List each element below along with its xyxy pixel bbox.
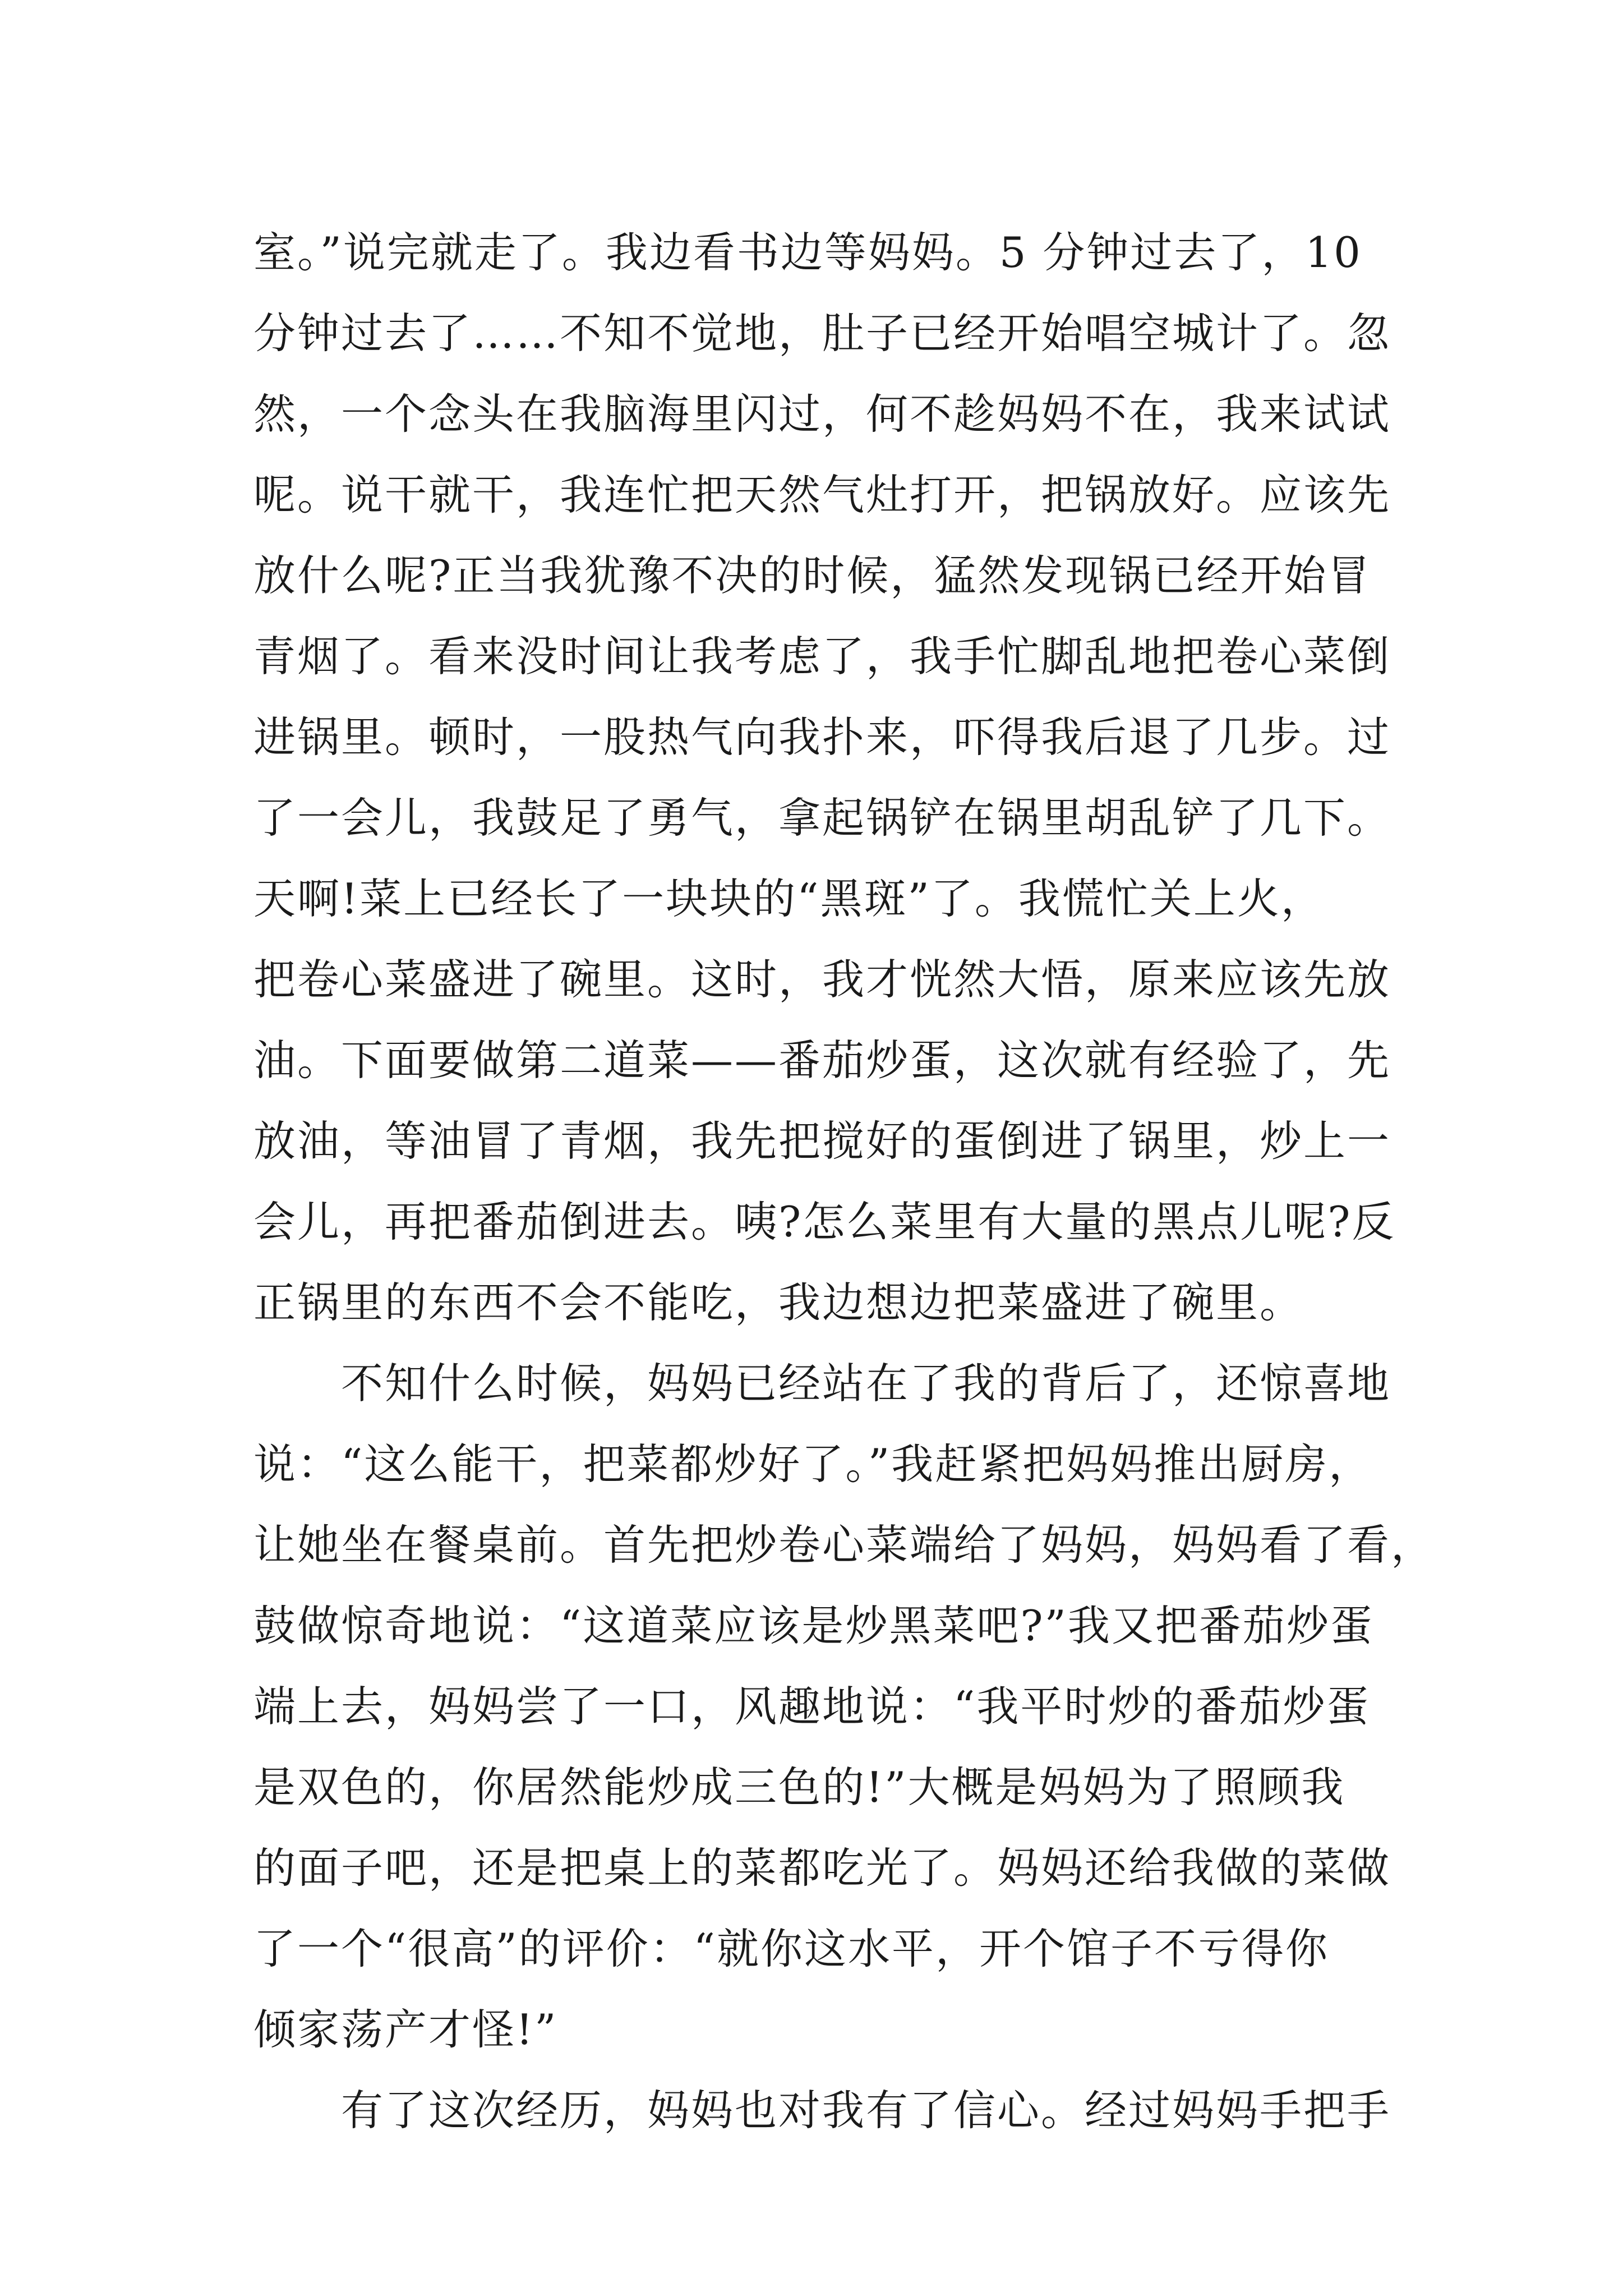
text-line: 正锅里的东西不会不能吃，我边想边把菜盛进了碗里。 — [253, 1278, 1304, 1327]
text-line: 室。”说完就走了。我边看书边等妈妈。5 分钟过去了，10 — [253, 228, 1362, 277]
text-line: 放油，等油冒了青烟，我先把搅好的蛋倒进了锅里，炒上一 — [253, 1116, 1391, 1166]
text-line: 倾家荡产才怪!” — [253, 2005, 558, 2054]
text-line: 了一会儿，我鼓足了勇气，拿起锅铲在锅里胡乱铲了几下。 — [253, 793, 1391, 843]
text-line: 说：“这么能干，把菜都炒好了。”我赶紧把妈妈推出厨房， — [253, 1439, 1373, 1489]
text-line: 然，一个念头在我脑海里闪过，何不趁妈妈不在，我来试试 — [253, 389, 1391, 439]
text-line: 有了这次经历，妈妈也对我有了信心。经过妈妈手把手 — [253, 2086, 1391, 2135]
text-line: 让她坐在餐桌前。首先把炒卷心菜端给了妈妈，妈妈看了看， — [253, 1520, 1435, 1570]
text-line: 把卷心菜盛进了碗里。这时，我才恍然大悟，原来应该先放 — [253, 955, 1391, 1004]
text-line: 鼓做惊奇地说：“这道菜应该是炒黑菜吧?”我又把番茄炒蛋 — [253, 1601, 1374, 1650]
text-line: 会儿，再把番茄倒进去。咦?怎么菜里有大量的黑点儿呢?反 — [253, 1197, 1396, 1246]
text-line: 进锅里。顿时，一股热气向我扑来，吓得我后退了几步。过 — [253, 712, 1391, 762]
text-line: 油。下面要做第二道菜——番茄炒蛋，这次就有经验了，先 — [253, 1036, 1391, 1085]
text-line: 了一个“很高”的评价：“就你这水平，开个馆子不亏得你 — [253, 1924, 1330, 1973]
text-line: 是双色的，你居然能炒成三色的!”大概是妈妈为了照顾我 — [253, 1763, 1345, 1812]
text-line: 放什么呢?正当我犹豫不决的时候，猛然发现锅已经开始冒 — [253, 551, 1372, 600]
text-line: 分钟过去了……不知不觉地，肚子已经开始唱空城计了。忽 — [253, 309, 1391, 358]
text-line: 呢。说干就干，我连忙把天然气灶打开，把锅放好。应该先 — [253, 470, 1391, 519]
text-line: 端上去，妈妈尝了一口，风趣地说：“我平时炒的番茄炒蛋 — [253, 1682, 1371, 1731]
text-line: 青烟了。看来没时间让我考虑了，我手忙脚乱地把卷心菜倒 — [253, 632, 1391, 681]
body-text — [253, 212, 1435, 2151]
text-line: 的面子吧，还是把桌上的菜都吃光了。妈妈还给我做的菜做 — [253, 1843, 1391, 1893]
text-line: 天啊!菜上已经长了一块块的“黑斑”了。我慌忙关上火， — [253, 874, 1325, 923]
text-line: 不知什么时候，妈妈已经站在了我的背后了，还惊喜地 — [253, 1359, 1391, 1408]
